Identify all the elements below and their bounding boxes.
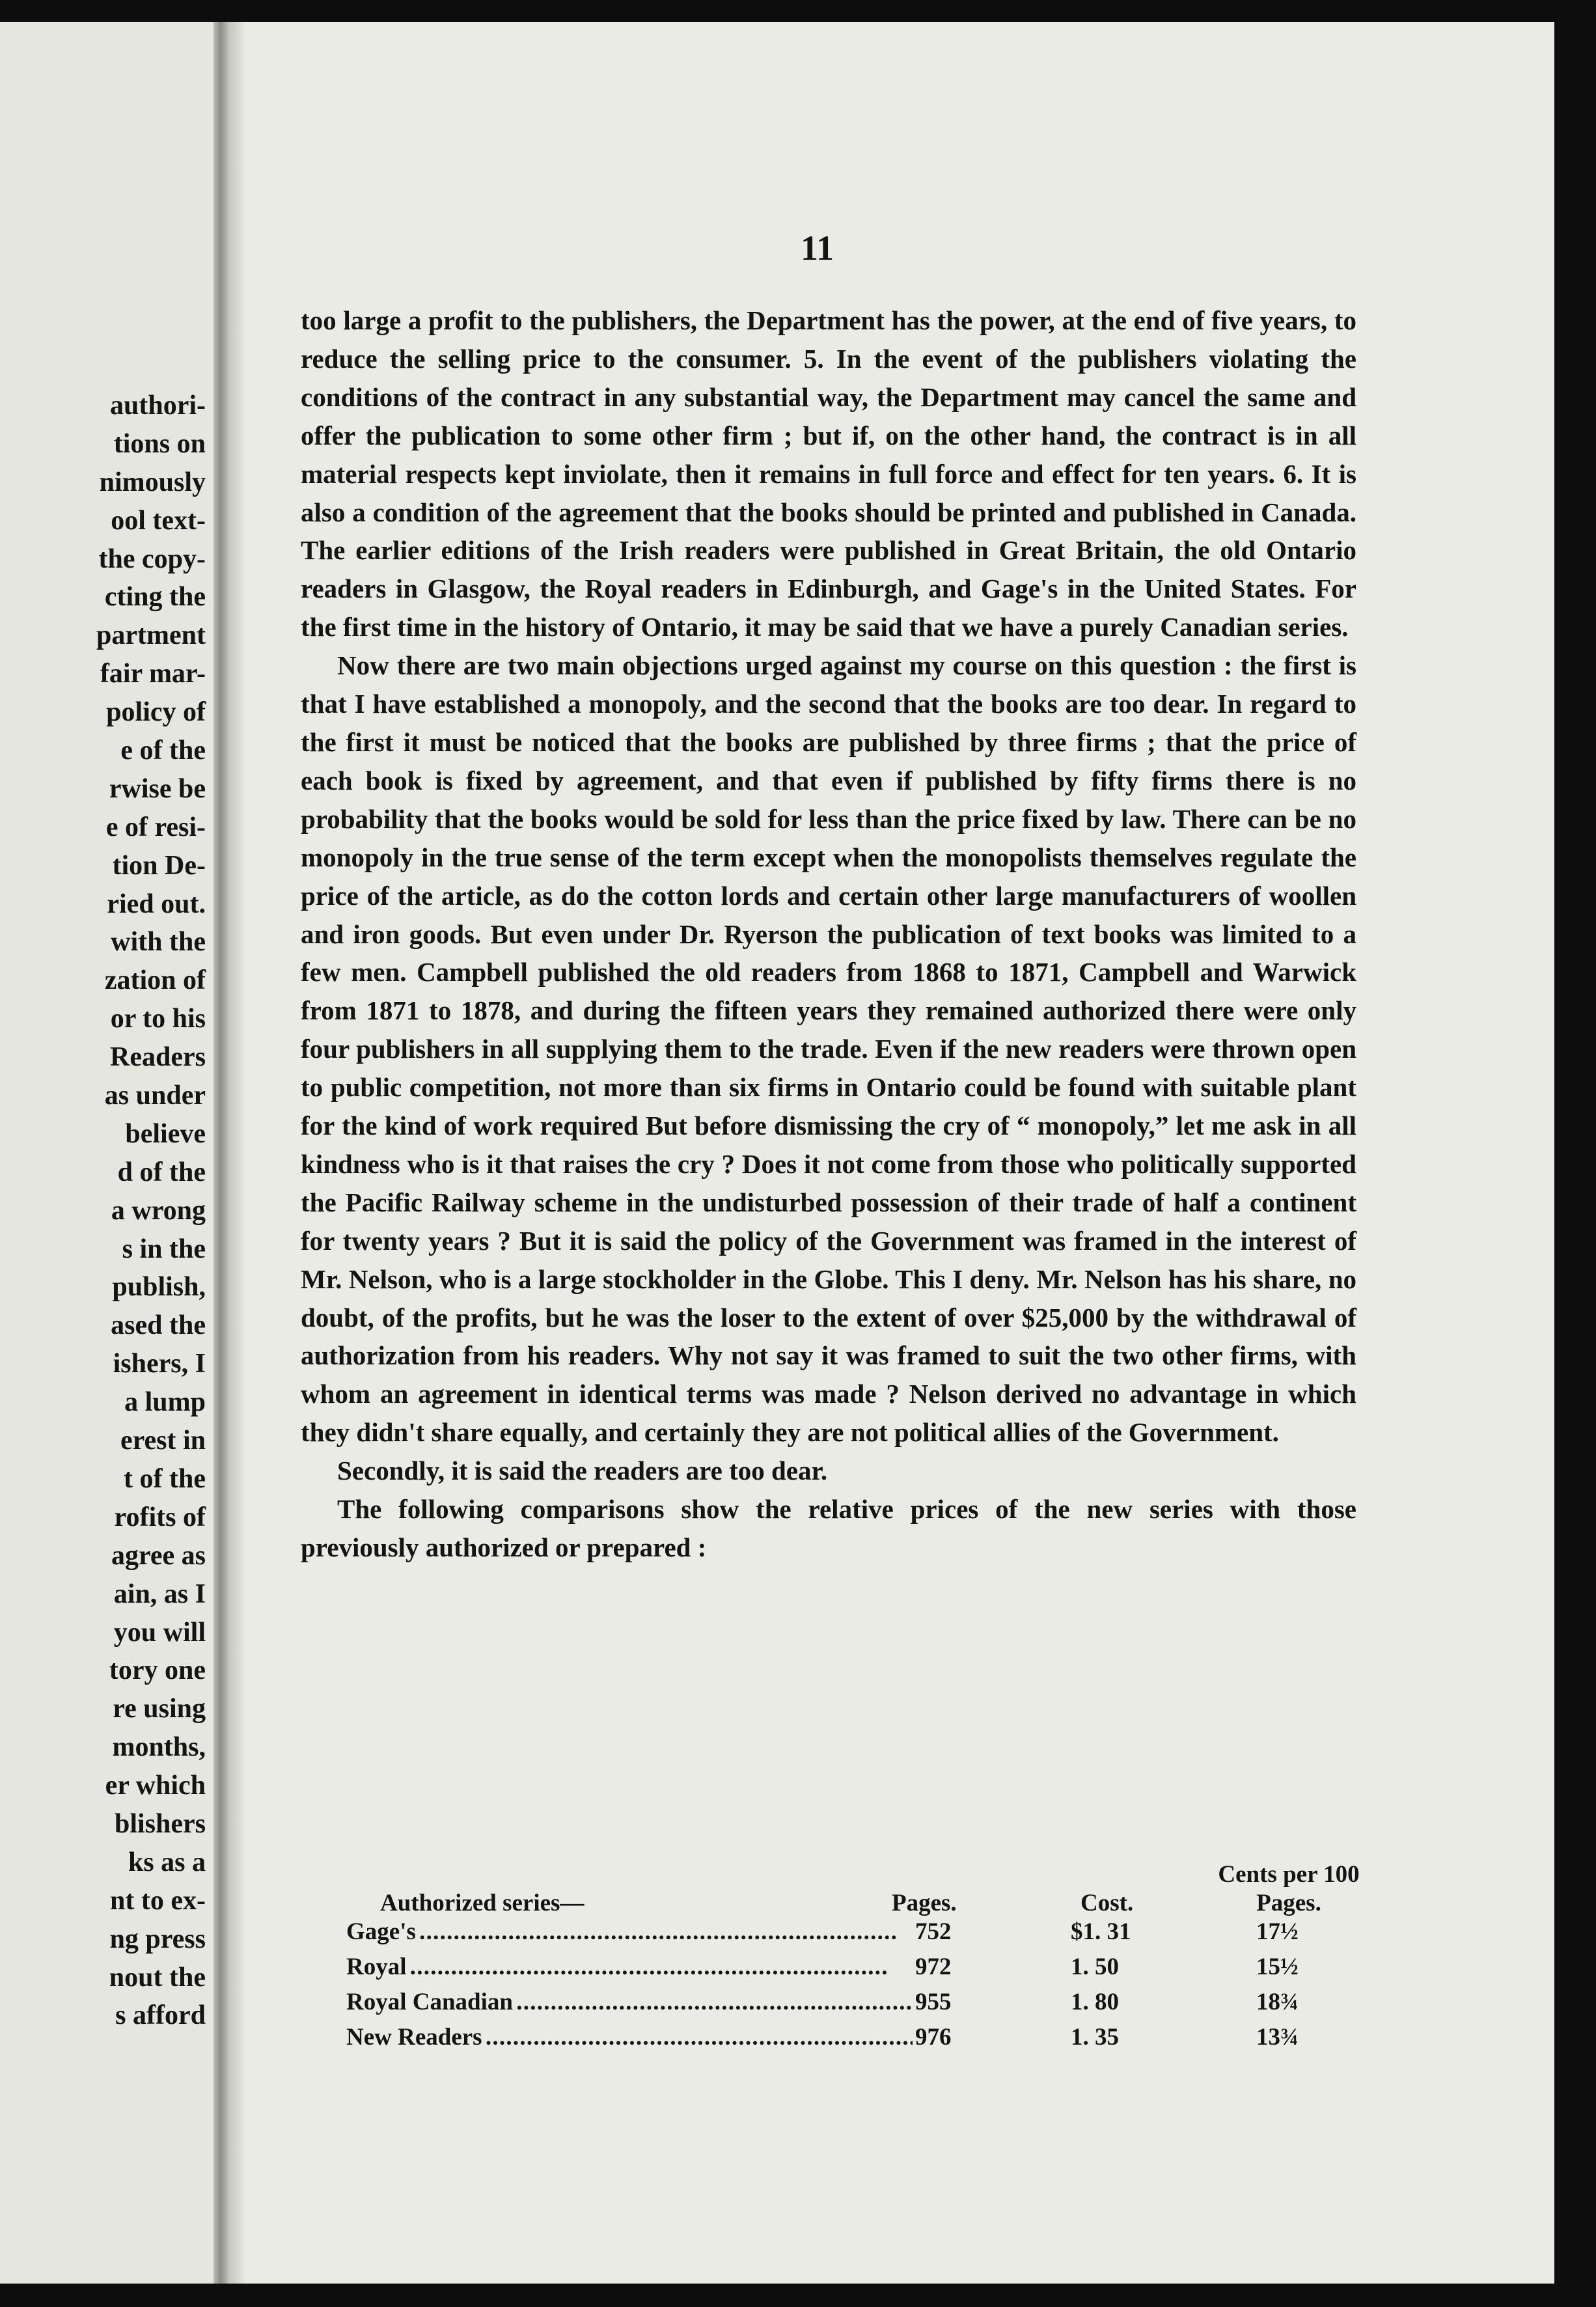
left-fragment: tion De- bbox=[112, 850, 206, 881]
left-fragment: t of the bbox=[124, 1463, 206, 1494]
left-fragment: you will bbox=[113, 1617, 206, 1648]
series-cents: 15½ bbox=[1256, 1954, 1299, 1980]
left-fragment: believe bbox=[125, 1118, 206, 1149]
left-fragment: a wrong bbox=[111, 1195, 206, 1226]
header-cents: Cents per 100 Pages. bbox=[1218, 1861, 1360, 1916]
paragraph: too large a profit to the publishers, the Department has the power, at the end of five years, to reduce the selling price to the consumer. 5. In the event of the publishers violating the conditions of the contract in any substantial way, the Department may cancel the same and offer the publication to some other firm ; but if, on the other hand, the contract is in all material respects kept inviolate, then it remains in full force and effect for ten years. 6. It is also a condition of the agreement that the books should be printed and published in Canada. The earlier editions of the Irish readers were published in Great Britain, the old Ontario readers in Glasgow, the Royal readers in Edinburgh, and Gage's in the United States. For the first time in the history of Ontario, it may be said that we have a purely Canadian series. bbox=[301, 305, 1356, 642]
paragraph: Secondly, it is said the readers are too dear. bbox=[337, 1456, 828, 1486]
header-series: Authorized series— bbox=[380, 1890, 585, 1916]
left-fragment: as under bbox=[104, 1081, 206, 1111]
left-fragment: e of resi- bbox=[105, 812, 206, 842]
table-row bbox=[345, 2023, 1360, 2058]
table-row bbox=[345, 1988, 1360, 2023]
page-number: 11 bbox=[801, 228, 834, 268]
series-cents: 13¾ bbox=[1256, 2024, 1299, 2051]
left-fragment: policy of bbox=[106, 697, 206, 728]
series-name: Royal . . . bbox=[346, 1953, 913, 1981]
gutter-shadow bbox=[230, 22, 245, 2284]
left-fragment: Readers bbox=[110, 1042, 206, 1073]
table-header bbox=[345, 1860, 1360, 1918]
series-cost: 1. 80 bbox=[1071, 1989, 1119, 2015]
left-fragment: re using bbox=[113, 1694, 206, 1724]
left-fragment: tions on bbox=[113, 428, 206, 459]
left-fragment: nimously bbox=[99, 467, 206, 497]
series-cost: 1. 50 bbox=[1071, 1954, 1119, 1980]
series-pages: 752 bbox=[913, 1918, 974, 1946]
scan-border-bottom bbox=[0, 2284, 1596, 2307]
left-fragment: ng press bbox=[109, 1924, 206, 1954]
left-fragment: blishers bbox=[114, 1808, 206, 1839]
left-fragment: ain, as I bbox=[113, 1579, 206, 1609]
left-fragment: agree as bbox=[111, 1540, 206, 1571]
left-fragment: publish, bbox=[112, 1272, 206, 1303]
left-fragment: e of the bbox=[120, 736, 206, 766]
table-row bbox=[345, 1953, 1360, 1988]
left-fragment: nout the bbox=[109, 1962, 206, 1993]
left-fragment: the copy- bbox=[98, 544, 206, 574]
series-pages: 976 bbox=[913, 2023, 974, 2051]
price-comparison-table bbox=[345, 1860, 1360, 2058]
left-page-fragments bbox=[0, 387, 206, 2035]
left-fragment: with the bbox=[111, 927, 206, 958]
left-fragment: ased the bbox=[111, 1310, 206, 1341]
left-fragment: tory one bbox=[109, 1655, 206, 1686]
scan-border-right bbox=[1554, 0, 1596, 2307]
series-cost: 1. 35 bbox=[1071, 2024, 1119, 2051]
series-name: Gage's . . . bbox=[346, 1918, 913, 1946]
table-row bbox=[345, 1918, 1360, 1953]
left-fragment: er which bbox=[105, 1771, 206, 1801]
left-fragment: a lump bbox=[124, 1387, 206, 1418]
left-fragment: months, bbox=[112, 1732, 206, 1763]
scan-border-top bbox=[0, 0, 1596, 22]
series-cents: 17½ bbox=[1256, 1918, 1299, 1945]
left-fragment: erest in bbox=[120, 1426, 206, 1456]
left-fragment: nt to ex- bbox=[110, 1885, 206, 1916]
left-fragment: cting the bbox=[104, 582, 206, 613]
series-pages: 972 bbox=[913, 1953, 974, 1981]
left-fragment: partment bbox=[96, 620, 206, 651]
header-pages: Pages. bbox=[892, 1890, 957, 1916]
left-page bbox=[0, 22, 213, 2284]
book-gutter bbox=[213, 22, 230, 2284]
left-fragment: ried out. bbox=[107, 889, 206, 919]
header-cost: Cost. bbox=[1080, 1890, 1134, 1916]
series-name: Royal Canadian . . . bbox=[346, 1988, 913, 2016]
left-fragment: or to his bbox=[110, 1004, 206, 1034]
left-fragment: s afford bbox=[115, 2000, 206, 2031]
body-text bbox=[301, 301, 1356, 1567]
paragraph: Now there are two main objections urged against my course on this question : the first is that I have established a monopoly, and the second that the books are too dear. In regard to the first it must be noticed that the books are published by three firms ; that the price of each book is fixed by agreement, and that even if published by fifty firms there is no probability that the books would be sold for less than the price fixed by law. There can be no monopoly in the true sense of the term except when the monopolists themselves regulate the price of the article, as do the cotton lords and certain other large manufacturers of woollen and iron goods. But even under Dr. Ryerson the publication of text books was limited to a few men. Campbell published the old readers from 1868 to 1871, Campbell and Warwick from 1871 to 1878, and during the fifteen years they remained authorized there were only four publishers in all supplying them to the trade. Even if the new readers were thrown open to public competition, not more than six firms in Ontario could be found with suitable plant for the kind of work required But before dismissing the cry of “ monopoly,” let me ask in all kindness who is it that raises the cry ? Does it not come from those who politically supported the Pacific Railway scheme in the undisturbed possession of their trade of half a continent for twenty years ? But it is said the policy of the Government was framed in the interest of Mr. Nelson, who is a large stockholder in the Globe. This I deny. Mr. Nelson has his share, no doubt, of the profits, but he was the loser to the extent of over $25,000 by the withdrawal of authorization from his readers. Why not say it was framed to suit the two other firms, with whom an agreement in identical terms was made ? Nelson derived no advantage in which they didn't share equally, and certainly they are not political allies of the Government. bbox=[301, 650, 1356, 1448]
left-fragment: fair mar- bbox=[100, 659, 206, 689]
left-fragment: rofits of bbox=[114, 1502, 206, 1532]
series-cents: 18¾ bbox=[1256, 1989, 1299, 2015]
left-fragment: d of the bbox=[117, 1157, 206, 1187]
left-fragment: zation of bbox=[104, 965, 206, 996]
left-fragment: rwise be bbox=[109, 773, 206, 804]
left-fragment: authori- bbox=[110, 391, 206, 421]
left-fragment: ool text- bbox=[111, 505, 206, 536]
series-cost: $1. 31 bbox=[1071, 1918, 1131, 1945]
left-fragment: ishers, I bbox=[113, 1349, 206, 1379]
left-fragment: s in the bbox=[122, 1234, 206, 1264]
series-pages: 955 bbox=[913, 1988, 974, 2016]
left-fragment: ks as a bbox=[128, 1847, 206, 1877]
series-name: New Readers . . . bbox=[346, 2023, 913, 2051]
paragraph: The following comparisons show the relative prices of the new series with those previously authorized or prepared : bbox=[301, 1494, 1356, 1562]
